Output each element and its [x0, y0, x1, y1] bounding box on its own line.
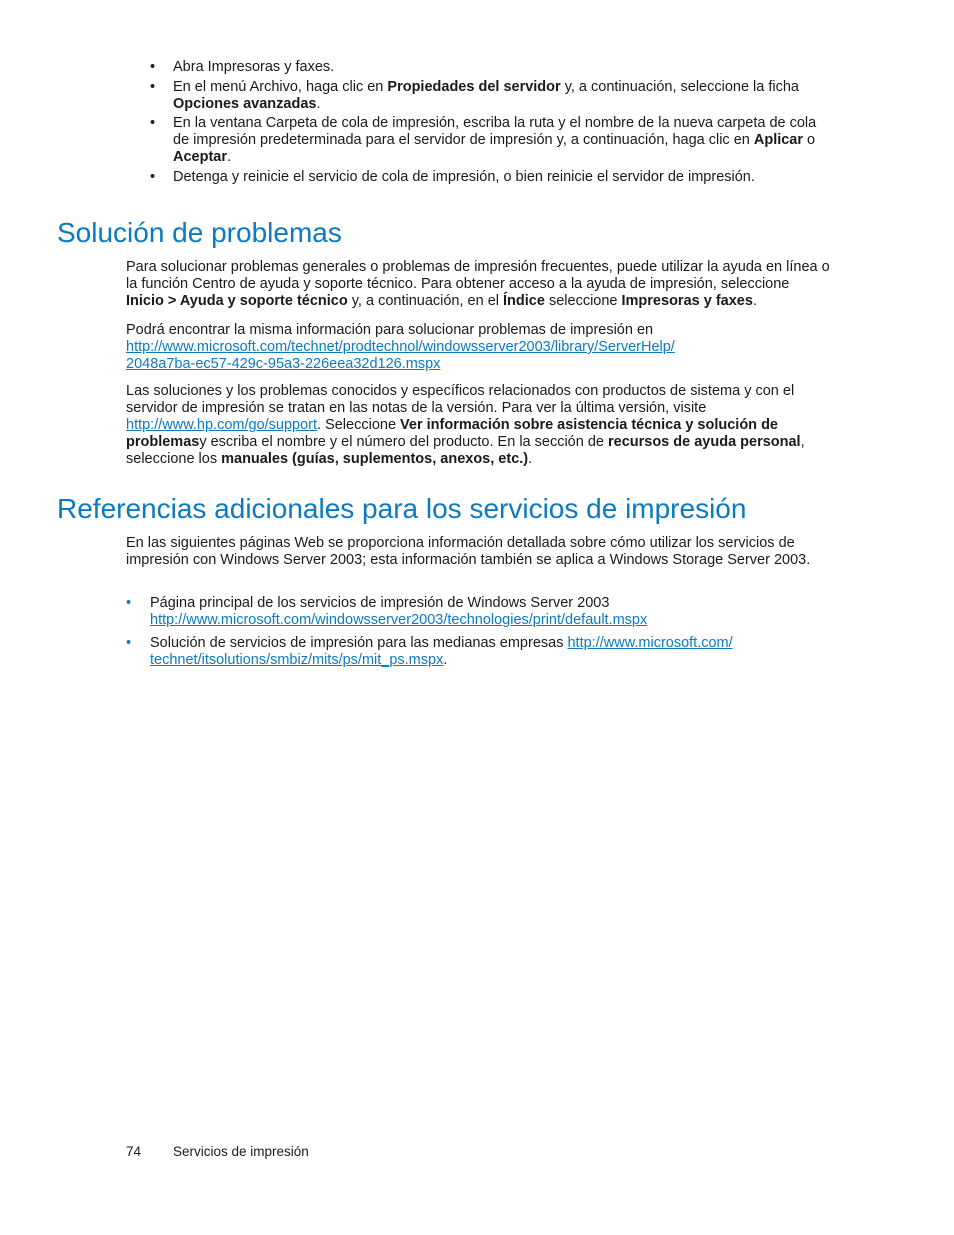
hp-support-link[interactable]: http://www.hp.com/go/support [126, 417, 318, 433]
paragraph-text: Las soluciones y los problemas conocidos y específicos relacionados con productos de sistema y con el servidor de impresión se tratan en las notas de la versión. Para ver la última versión, visite [126, 383, 795, 416]
tab-term: Opciones avanzadas [173, 95, 317, 112]
paragraph-text: , seleccione los [126, 434, 805, 467]
paragraph-text: Para solucionar problemas generales o problemas de impresión frecuentes, puede utilizar la ayuda en línea o la función Centro de ayuda y soporte técnico. Para obtener acceso a la ayuda de impresión, seleccione [126, 259, 830, 292]
list-item-text: Detenga y reinicie el servicio de cola de impresión, o bien reinicie el servidor de impresión. [173, 168, 755, 185]
paragraph-text: seleccione [544, 293, 622, 309]
references-list [126, 595, 826, 675]
link-text[interactable]: http://www.microsoft.com/ [567, 635, 733, 651]
paragraph-text: . [528, 451, 533, 467]
list-item-text: o [803, 132, 816, 148]
link-text[interactable]: http://www.microsoft.com/technet/prodtechnol/windowsserver2003/library/ServerHelp/ [126, 339, 675, 355]
self-help-term: recursos de ayuda personal [607, 434, 801, 450]
list-item-text: Página principal de los servicios de impresión de Windows Server 2003 [150, 595, 610, 611]
section-heading-references: Referencias adicionales para los servicios de impresión [57, 493, 747, 524]
menu-path-term: Inicio > Ayuda y soporte técnico [126, 293, 348, 309]
bullet-icon: • [150, 59, 156, 75]
paragraph [126, 259, 831, 310]
page-number: 74 [126, 1144, 142, 1159]
link-text[interactable]: technet/itsolutions/smbiz/mits/ps/mit_ps.mspx [150, 652, 444, 668]
paragraph: En las siguientes páginas Web se proporciona información detallada sobre cómo utilizar los servicios de impresión con Windows Server 2003; esta información también se aplica a Windows Storage Server 2003. [126, 535, 811, 568]
steps-list [150, 59, 820, 188]
support-option-term: Ver información sobre asistencia técnica y solución de problemas [126, 417, 778, 450]
bullet-icon: • [150, 115, 156, 131]
index-term: Índice [503, 293, 545, 309]
paragraph-text: Podrá encontrar la misma información para solucionar problemas de impresión en [126, 322, 654, 338]
paragraph-text: . Seleccione [317, 417, 401, 433]
list-item-text: . [316, 95, 321, 112]
list-item-text: . [227, 149, 232, 165]
button-term: Aplicar [753, 132, 804, 148]
link-text[interactable]: 2048a7ba-ec57-429c-95a3-226eea32d126.mspx [126, 356, 441, 372]
list-item [150, 169, 820, 186]
bullet-icon: • [150, 78, 156, 95]
list-item-text: Abra Impresoras y faxes. [173, 59, 335, 75]
list-item [150, 115, 820, 166]
list-item-text: En el menú Archivo, haga clic en [173, 78, 388, 95]
bullet-icon: • [126, 635, 132, 651]
footer-title: Servicios de impresión [173, 1144, 309, 1159]
button-term: Aceptar [173, 149, 227, 165]
paragraph [126, 322, 831, 373]
paragraph-text: y escriba el nombre y el número del producto. En la sección de [199, 434, 608, 450]
list-item [150, 59, 820, 76]
bullet-icon: • [150, 168, 156, 185]
microsoft-serverhelp-link[interactable] [126, 339, 831, 373]
section-heading-troubleshooting: Solución de problemas [57, 217, 342, 248]
list-item-text: En la ventana Carpeta de cola de impresión, escriba la ruta y el nombre de la nueva carpeta de cola de impresión predeterminada para el servidor de impresión y, a continuación, haga clic en [173, 115, 817, 148]
list-item [150, 79, 820, 113]
paragraph-text: y, a continuación, en el [347, 293, 504, 309]
print-services-home-link[interactable]: http://www.microsoft.com/windowsserver2003/technologies/print/default.mspx [150, 612, 648, 628]
list-item [126, 595, 826, 629]
list-item-text: . [443, 652, 448, 668]
manuals-term: manuales (guías, suplementos, anexos, etc.) [221, 451, 529, 467]
printers-term: Impresoras y faxes [621, 293, 753, 309]
menu-term: Propiedades del servidor [387, 78, 561, 95]
list-item [126, 635, 826, 669]
bullet-icon: • [126, 595, 132, 611]
list-item-text: y, a continuación, seleccione la ficha [560, 78, 799, 95]
list-item-text: Solución de servicios de impresión para las medianas empresas [150, 635, 568, 651]
paragraph [126, 383, 831, 468]
paragraph-text: . [752, 293, 757, 309]
